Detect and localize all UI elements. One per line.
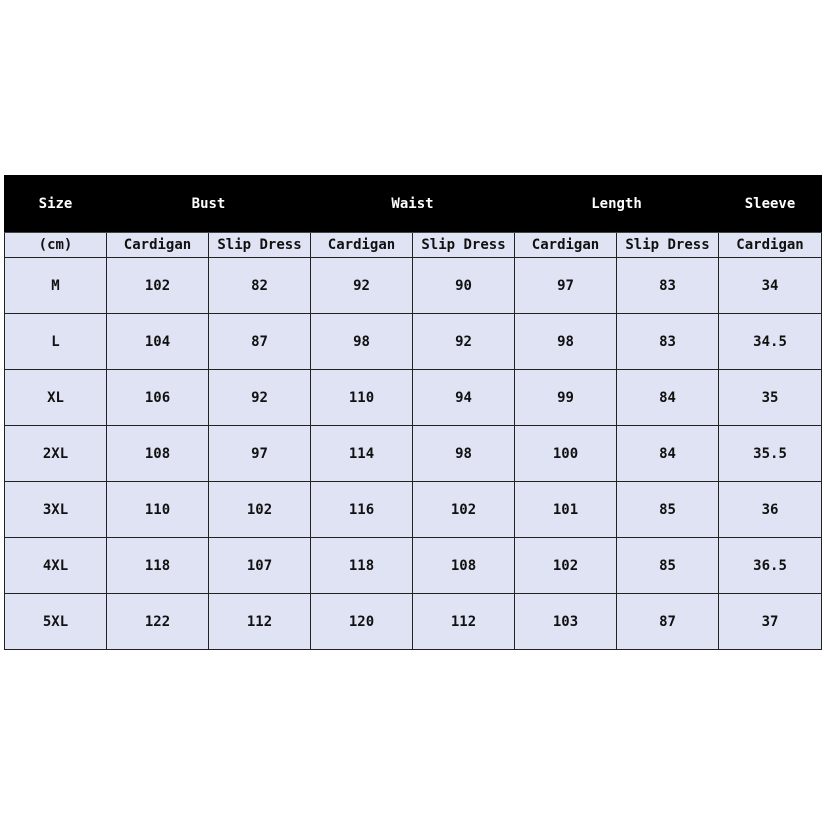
sleeve-cardigan-cell: 34.5 [719,314,822,370]
waist-slip-dress-cell: 92 [413,314,515,370]
subheader-cardigan: Cardigan [719,233,822,258]
size-label: 5XL [5,594,107,650]
table-row [5,426,822,482]
bust-slip-dress-cell: 82 [209,258,311,314]
length-cardigan-cell: 101 [515,482,617,538]
sleeve-cardigan-cell: 34 [719,258,822,314]
length-slip-dress-cell: 84 [617,426,719,482]
subheader-cardigan: Cardigan [515,233,617,258]
bust-slip-dress-cell: 107 [209,538,311,594]
length-slip-dress-cell: 84 [617,370,719,426]
length-slip-dress-cell: 83 [617,314,719,370]
waist-cardigan-cell: 98 [311,314,413,370]
header-row [5,176,822,233]
table-row [5,482,822,538]
subheader-slip-dress: Slip Dress [209,233,311,258]
length-cardigan-cell: 100 [515,426,617,482]
subheader-slip-dress: Slip Dress [617,233,719,258]
waist-slip-dress-cell: 112 [413,594,515,650]
bust-cardigan-cell: 108 [107,426,209,482]
waist-slip-dress-cell: 90 [413,258,515,314]
waist-slip-dress-cell: 98 [413,426,515,482]
subheader-unit: (cm) [5,233,107,258]
length-slip-dress-cell: 87 [617,594,719,650]
waist-cardigan-cell: 110 [311,370,413,426]
table-row [5,538,822,594]
bust-slip-dress-cell: 87 [209,314,311,370]
waist-slip-dress-cell: 102 [413,482,515,538]
bust-cardigan-cell: 118 [107,538,209,594]
subheader-row [5,233,822,258]
sleeve-cardigan-cell: 36.5 [719,538,822,594]
size-label: XL [5,370,107,426]
header-sleeve: Sleeve [719,176,822,233]
size-label: 2XL [5,426,107,482]
header-bust: Bust [107,176,311,233]
waist-cardigan-cell: 120 [311,594,413,650]
sleeve-cardigan-cell: 35 [719,370,822,426]
bust-cardigan-cell: 106 [107,370,209,426]
table-row [5,314,822,370]
header-length: Length [515,176,719,233]
waist-cardigan-cell: 118 [311,538,413,594]
bust-slip-dress-cell: 97 [209,426,311,482]
length-cardigan-cell: 97 [515,258,617,314]
waist-cardigan-cell: 116 [311,482,413,538]
length-cardigan-cell: 102 [515,538,617,594]
bust-slip-dress-cell: 102 [209,482,311,538]
subheader-cardigan: Cardigan [311,233,413,258]
sleeve-cardigan-cell: 37 [719,594,822,650]
bust-cardigan-cell: 122 [107,594,209,650]
length-slip-dress-cell: 83 [617,258,719,314]
sleeve-cardigan-cell: 36 [719,482,822,538]
size-label: 3XL [5,482,107,538]
table-row [5,594,822,650]
bust-cardigan-cell: 104 [107,314,209,370]
length-cardigan-cell: 98 [515,314,617,370]
size-label: 4XL [5,538,107,594]
waist-cardigan-cell: 114 [311,426,413,482]
bust-cardigan-cell: 110 [107,482,209,538]
bust-cardigan-cell: 102 [107,258,209,314]
size-label: L [5,314,107,370]
waist-cardigan-cell: 92 [311,258,413,314]
sleeve-cardigan-cell: 35.5 [719,426,822,482]
header-size: Size [5,176,107,233]
length-cardigan-cell: 103 [515,594,617,650]
bust-slip-dress-cell: 112 [209,594,311,650]
length-cardigan-cell: 99 [515,370,617,426]
subheader-cardigan: Cardigan [107,233,209,258]
header-waist: Waist [311,176,515,233]
size-chart-table [4,175,822,650]
length-slip-dress-cell: 85 [617,538,719,594]
bust-slip-dress-cell: 92 [209,370,311,426]
table-row [5,258,822,314]
table-row [5,370,822,426]
subheader-slip-dress: Slip Dress [413,233,515,258]
waist-slip-dress-cell: 108 [413,538,515,594]
length-slip-dress-cell: 85 [617,482,719,538]
size-label: M [5,258,107,314]
waist-slip-dress-cell: 94 [413,370,515,426]
